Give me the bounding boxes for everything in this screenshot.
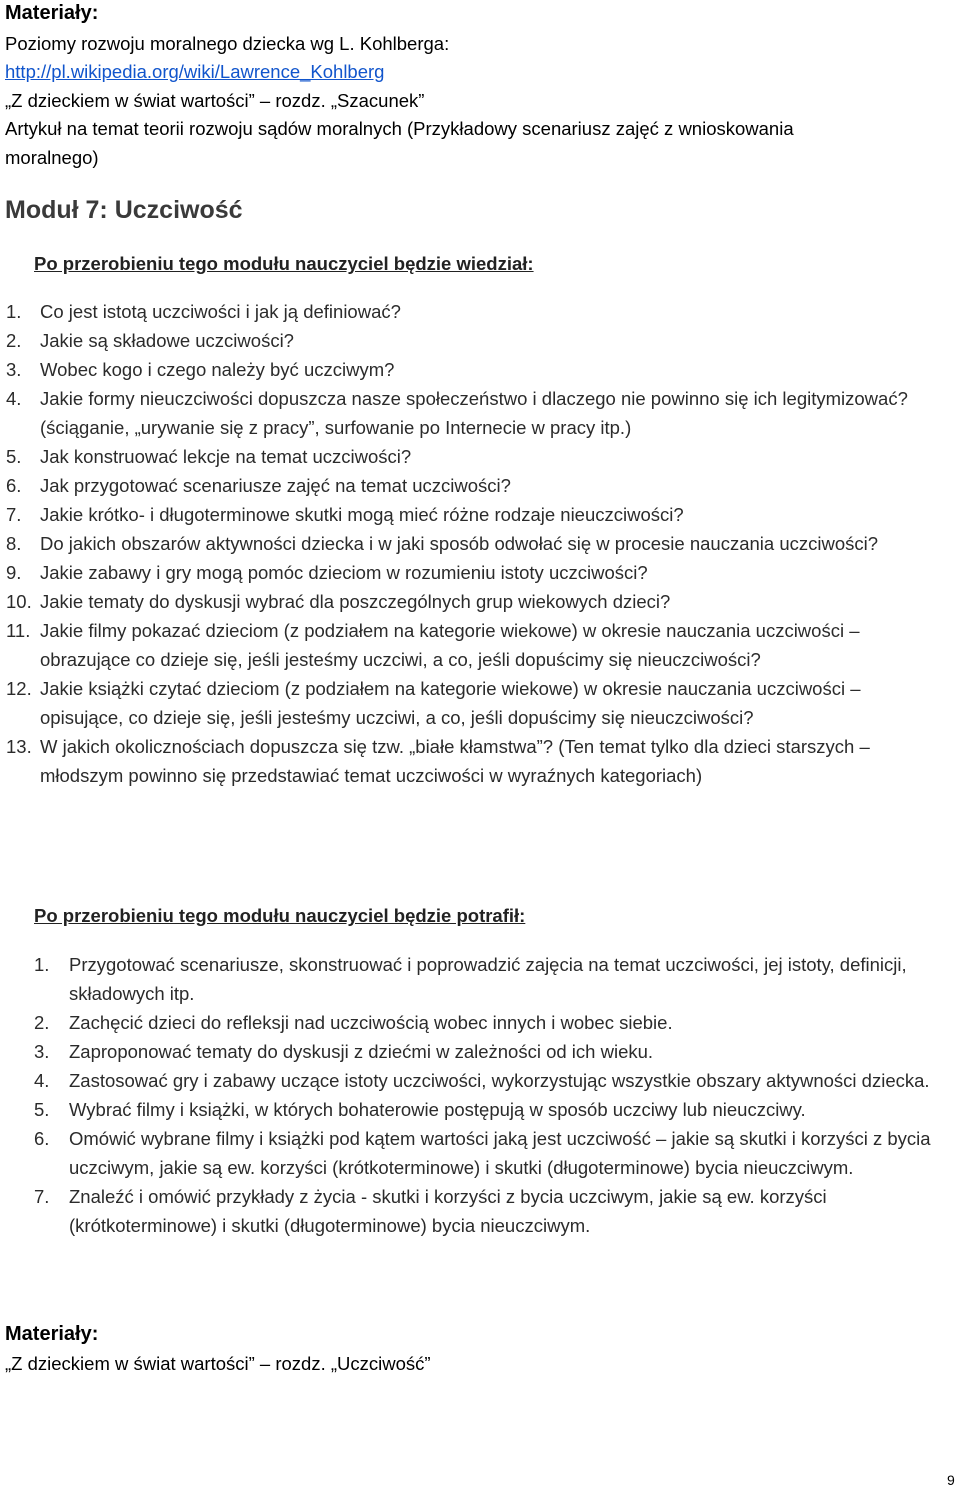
knowledge-heading: Po przerobieniu tego modułu nauczyciel będzie wiedział: xyxy=(34,253,534,274)
materials-bottom-book-line: „Z dzieckiem w świat wartości” – rozdz. „Uczciwość” xyxy=(5,1353,431,1374)
list-item: 2. Jakie są składowe uczciwości? xyxy=(6,330,294,351)
list-item: 11. Jakie filmy pokazać dzieciom (z podziałem na kategorie wiekowe) w okresie nauczania uczciwości – obrazujące co dzieje się, jeśli jesteśmy uczciwi, a co, jeśli dopuścimy się nieuczciwości? xyxy=(6,620,860,670)
materials-kohlberg-line: Poziomy rozwoju moralnego dziecka wg L. Kohlberga: xyxy=(5,33,450,54)
list-item: 4. Jakie formy nieuczciwości dopuszcza nasze społeczeństwo i dlaczego nie powinno się ich legitymizować? (ściąganie, „urywanie się z pracy”, surfowanie po Internecie w pracy itp.) xyxy=(6,388,908,438)
materials-heading: Materiały: xyxy=(5,2,99,24)
list-item: 5. Jak konstruować lekcje na temat uczciwości? xyxy=(6,446,412,467)
list-item: 3. Wobec kogo i czego należy być uczciwym? xyxy=(6,359,395,380)
wikipedia-link[interactable]: http://pl.wikipedia.org/wiki/Lawrence_Kohlberg xyxy=(5,61,385,82)
skills-list xyxy=(34,950,949,1240)
list-item: 5. Wybrać filmy i książki, w których bohaterowie postępują w sposób uczciwy lub nieuczciwy. xyxy=(34,1099,806,1120)
skills-heading: Po przerobieniu tego modułu nauczyciel będzie potrafił: xyxy=(34,905,526,926)
materials-article-line-cont: moralnego) xyxy=(5,147,99,168)
list-item: 9. Jakie zabawy i gry mogą pomóc dzieciom w rozumieniu istoty uczciwości? xyxy=(6,562,648,583)
knowledge-list xyxy=(6,297,941,790)
list-item: 2. Zachęcić dzieci do refleksji nad uczciwością wobec innych i wobec siebie. xyxy=(34,1012,673,1033)
materials-book-line: „Z dzieckiem w świat wartości” – rozdz. „Szacunek” xyxy=(5,90,425,111)
module-title: Moduł 7: Uczciwość xyxy=(5,196,243,224)
list-item: 12. Jakie książki czytać dzieciom (z podziałem na kategorie wiekowe) w okresie nauczania uczciwości – opisujące, co dzieje się, jeśli jesteśmy uczciwi, a co, jeśli dopuścimy się nieuczciwości? xyxy=(6,678,861,728)
materials-bottom-heading: Materiały: xyxy=(5,1323,99,1345)
list-item: 6. Jak przygotować scenariusze zajęć na temat uczciwości? xyxy=(6,475,511,496)
list-item: 6. Omówić wybrane filmy i książki pod kątem wartości jaką jest uczciwość – jakie są skutki i korzyści z bycia uczciwym, jakie są ew. korzyści (krótkoterminowe) i skutki (długoterminowe) bycia nieuczciwym. xyxy=(34,1128,931,1178)
list-item: 10. Jakie tematy do dyskusji wybrać dla poszczególnych grup wiekowych dzieci? xyxy=(6,591,671,612)
page-number: 9 xyxy=(947,1472,955,1488)
list-item: 7. Znaleźć i omówić przykłady z życia - skutki i korzyści z bycia uczciwym, jakie są ew. korzyści (krótkoterminowe) i skutki (długoterminowe) bycia nieuczciwym. xyxy=(34,1186,827,1236)
materials-article-line: Artykuł na temat teorii rozwoju sądów moralnych (Przykładowy scenariusz zajęć z wnioskowania xyxy=(5,118,794,139)
list-item: 7. Jakie krótko- i długoterminowe skutki mogą mieć różne rodzaje nieuczciwości? xyxy=(6,504,684,525)
list-item: 1. Co jest istotą uczciwości i jak ją definiować? xyxy=(6,301,401,322)
list-item: 13. W jakich okolicznościach dopuszcza się tzw. „białe kłamstwa”? (Ten temat tylko dla dzieci starszych – młodszym powinno się przedstawiać temat uczciwości w wyraźnych kategoriach) xyxy=(6,736,870,786)
list-item: 4. Zastosować gry i zabawy uczące istoty uczciwości, wykorzystując wszystkie obszary aktywności dziecka. xyxy=(34,1070,930,1091)
list-item: 8. Do jakich obszarów aktywności dziecka i w jaki sposób odwołać się w procesie nauczania uczciwości? xyxy=(6,533,879,554)
list-item: 3. Zaproponować tematy do dyskusji z dziećmi w zależności od ich wieku. xyxy=(34,1041,654,1062)
list-item: 1. Przygotować scenariusze, skonstruować i poprowadzić zajęcia na temat uczciwości, jej istoty, definicji, składowych itp. xyxy=(34,954,907,1004)
